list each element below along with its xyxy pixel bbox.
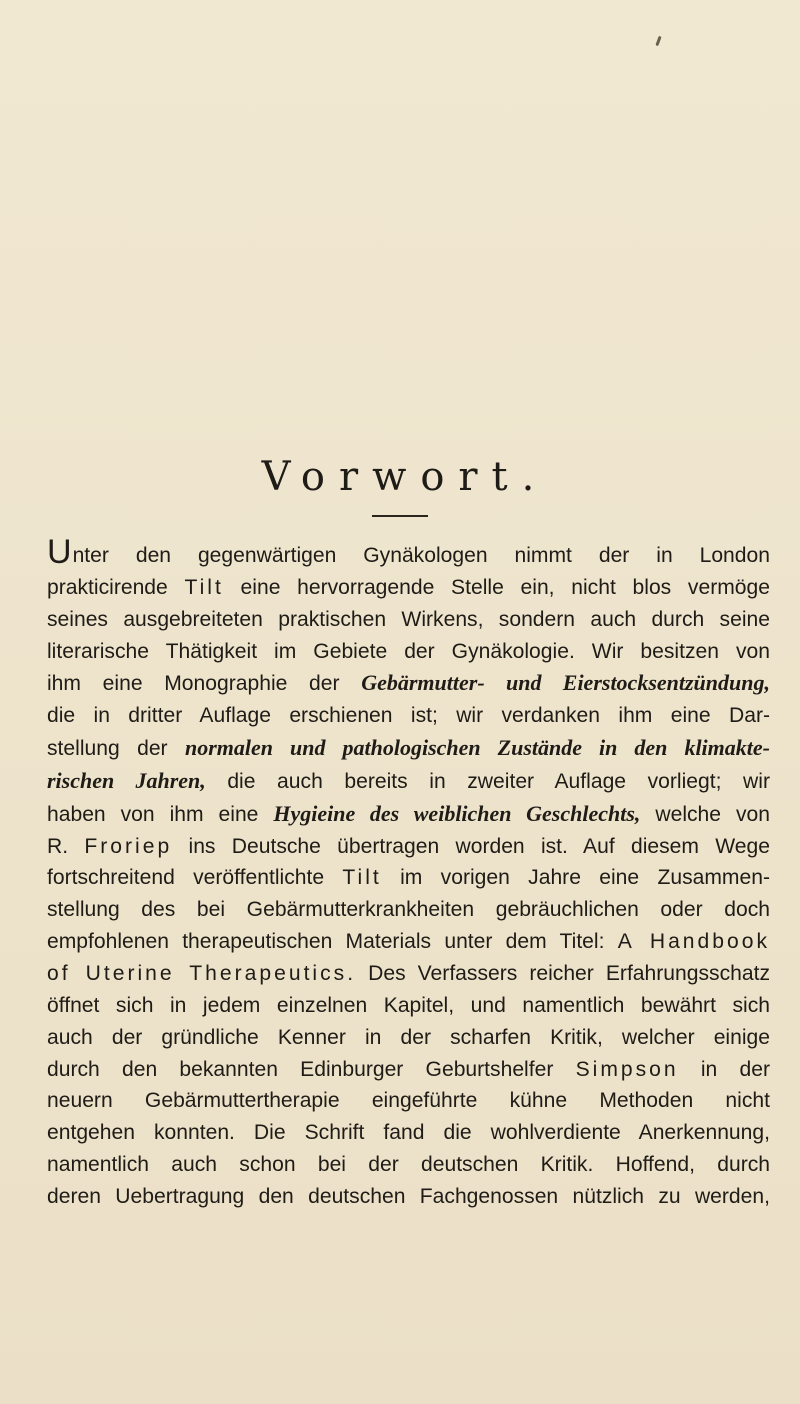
text-line [47,667,770,700]
text-run: prakticirende [47,575,185,599]
text-run: stellung des bei Gebärmutterkrankheiten gebräuchlichen oder doch [47,898,770,922]
text-run: R. [47,834,85,858]
text-run: empfohlenen therapeutischen Materials unter dem Titel: [47,930,618,954]
ink-speck [655,36,661,46]
text-line [47,990,770,1022]
italic-title: normalen und pathologischen Zustände in den klimakte- [184,735,770,761]
text-line [47,572,770,604]
drop-cap: U [47,533,72,571]
text-line [47,533,770,572]
spaced-name: Froriep [84,834,173,858]
text-run: neuern Gebärmuttertherapie eingeführte kühne Methoden nicht [47,1089,770,1113]
text-run: ihm eine Monographie der [47,672,362,696]
text-run: literarische Thätigkeit im Gebiete der Gynäkologie. Wir besitzen von [47,639,770,663]
preface-text [47,533,771,1213]
italic-title: Hygieine des weiblichen Geschlechts, [273,800,641,826]
text-line [47,1181,770,1213]
text-line [47,798,770,831]
text-line [47,1022,770,1054]
text-run: durch den bekannten Edinburger Geburtshelfer [47,1057,576,1081]
text-line [47,765,770,798]
text-run: öffnet sich in jedem einzelnen Kapitel, und namentlich bewährt sich [47,993,770,1017]
text-run: seines ausgebreiteten praktischen Wirkens, sondern auch durch seine [47,607,770,631]
text-run: eine hervorragende Stelle ein, nicht blos vermöge [223,575,771,599]
text-line [47,862,770,894]
text-run: namentlich auch schon bei der deutschen Kritik. Hoffend, durch [47,1153,770,1177]
text-line [47,1117,770,1149]
text-run: deren Uebertragung den deutschen Fachgenossen nützlich zu werden, [47,1184,770,1208]
title-rule [372,515,428,517]
text-run: entgehen konnten. Die Schrift fand die wohlverdiente Anerkennung, [47,1121,770,1145]
text-line [47,926,770,958]
text-run: stellung der [47,737,185,761]
text-run: ins Deutsche übertragen worden ist. Auf diesem Wege [172,834,770,858]
spaced-name: of Uterine Therapeutics. [47,961,357,985]
italic-title: rischen Jahren, [47,767,206,793]
text-line [47,636,770,668]
text-run: nter den gegenwärtigen Gynäkologen nimmt der in London [72,544,770,567]
spaced-name: A Handbook [617,930,771,954]
text-run: Des Verfassers reicher Erfahrungsschatz [356,961,770,985]
text-run: in der [678,1057,770,1081]
text-line [47,831,770,863]
text-line [47,894,770,926]
text-line [47,1085,770,1117]
text-run: die in dritter Auflage erschienen ist; wir verdanken ihm eine Dar- [47,704,770,728]
text-line [47,958,770,990]
spaced-name: Tilt [184,575,224,599]
spaced-name: Tilt [342,866,382,890]
spaced-name: Simpson [575,1057,679,1081]
page-title: Vorwort. [261,454,549,500]
text-run: im vorigen Jahre eine Zusammen- [381,866,770,890]
text-run: auch der gründliche Kenner in der scharfen Kritik, welcher einige [47,1025,770,1049]
text-line [47,1149,770,1181]
text-line [47,1054,770,1086]
text-run: haben von ihm eine [47,802,274,826]
text-run: welche von [640,802,770,826]
text-run: die auch bereits in zweiter Auflage vorliegt; wir [205,769,770,793]
text-run: fortschreitend veröffentlichte [47,866,343,890]
text-line [47,732,770,765]
italic-title: Gebärmutter- und Eierstocksentzündung, [361,670,770,696]
text-line [47,700,770,732]
text-line [47,604,770,636]
